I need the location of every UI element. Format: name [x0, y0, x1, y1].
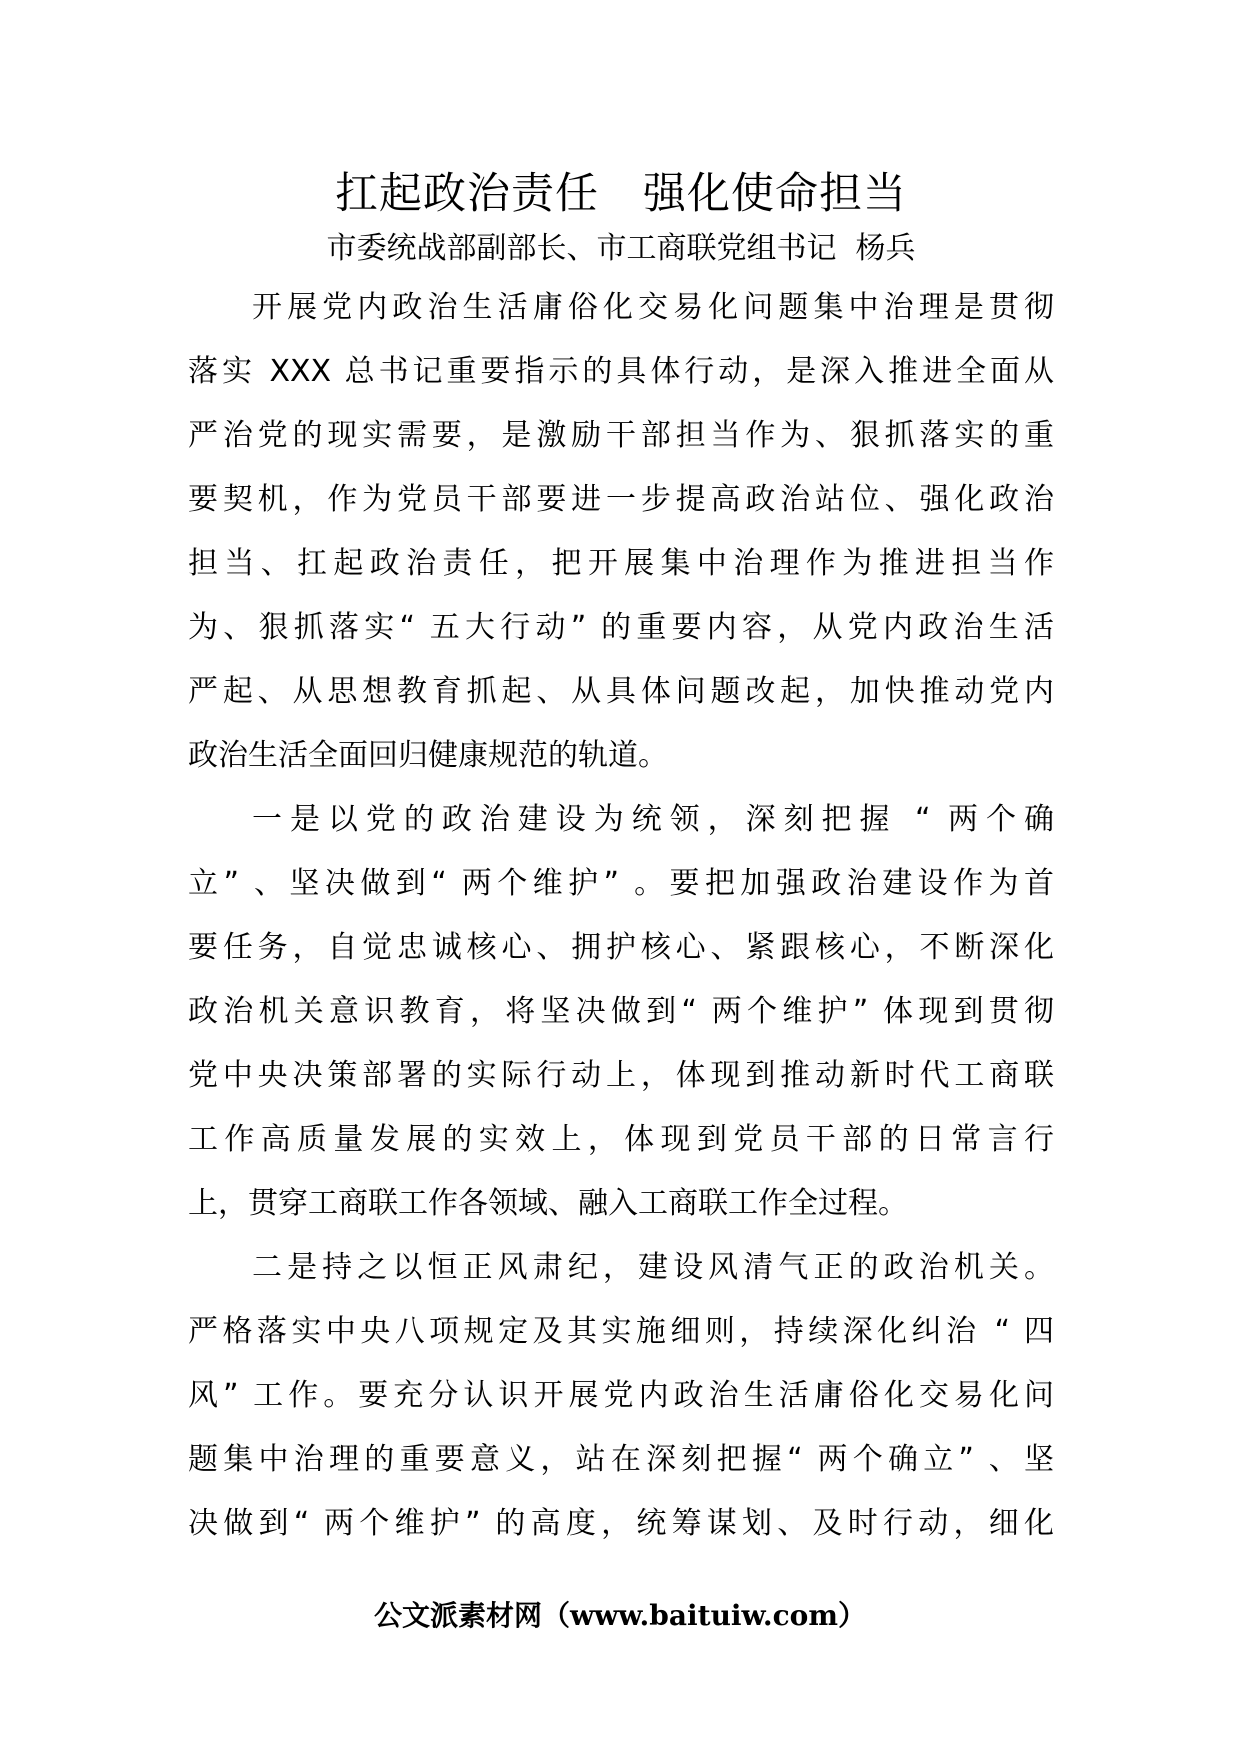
paragraph-line: 开展党内政治生活庸俗化交易化问题集中治理是贯彻	[252, 290, 1054, 325]
paragraph-line: 政治机关意识教育，将坚决做到“ 两个维护” 体现到贯彻	[188, 994, 1054, 1029]
document-author: 市委统战部副部长、市工商联党组书记 杨兵	[326, 231, 916, 266]
paragraph-line: 为、狠抓落实“ 五大行动” 的重要内容，从党内政治生活	[188, 610, 1054, 645]
paragraph-line: 一是以党的政治建设为统领，深刻把握 “ 两个确	[252, 802, 1054, 837]
paragraph-line: 立” 、坚决做到“ 两个维护” 。要把加强政治建设作为首	[188, 866, 1054, 901]
paragraph-line: 严治党的现实需要，是激励干部担当作为、狠抓落实的重	[188, 418, 1054, 453]
paragraph-line: 二是持之以恒正风肃纪，建设风清气正的政治机关。	[252, 1250, 1054, 1285]
paragraph-line: 风” 工作。要充分认识开展党内政治生活庸俗化交易化问	[188, 1378, 1054, 1413]
paragraph-line: 题集中治理的重要意义，站在深刻把握“ 两个确立” 、坚	[188, 1442, 1054, 1477]
paragraph-line: 政治生活全面回归健康规范的轨道。	[188, 738, 668, 773]
footer-watermark: 公文派素材网（www.baituiw.com）	[374, 1599, 866, 1632]
paragraph-1	[188, 276, 1054, 788]
paragraph-line: 落实 XXX 总书记重要指示的具体行动，是深入推进全面从	[188, 354, 1054, 389]
paragraph-line: 担当、扛起政治责任，把开展集中治理作为推进担当作	[188, 546, 1054, 581]
paragraph-line: 严格落实中央八项规定及其实施细则，持续深化纠治 “ 四	[188, 1314, 1054, 1349]
document-page	[188, 166, 1054, 1556]
paragraph-3	[188, 1236, 1054, 1556]
paragraph-line: 上，贯穿工商联工作各领域、融入工商联工作全过程。	[188, 1186, 908, 1221]
paragraph-line: 要任务，自觉忠诚核心、拥护核心、紧跟核心，不断深化	[188, 930, 1054, 965]
paragraph-2	[188, 788, 1054, 1236]
paragraph-line: 决做到“ 两个维护” 的高度，统筹谋划、及时行动，细化	[188, 1506, 1054, 1541]
paragraph-line: 严起、从思想教育抓起、从具体问题改起，加快推动党内	[188, 674, 1054, 709]
paragraph-line: 要契机，作为党员干部要进一步提高政治站位、强化政治	[188, 482, 1054, 517]
paragraph-line: 党中央决策部署的实际行动上，体现到推动新时代工商联	[188, 1058, 1054, 1093]
paragraph-line: 工作高质量发展的实效上，体现到党员干部的日常言行	[188, 1122, 1054, 1157]
document-title: 扛起政治责任 强化使命担当	[335, 169, 907, 219]
